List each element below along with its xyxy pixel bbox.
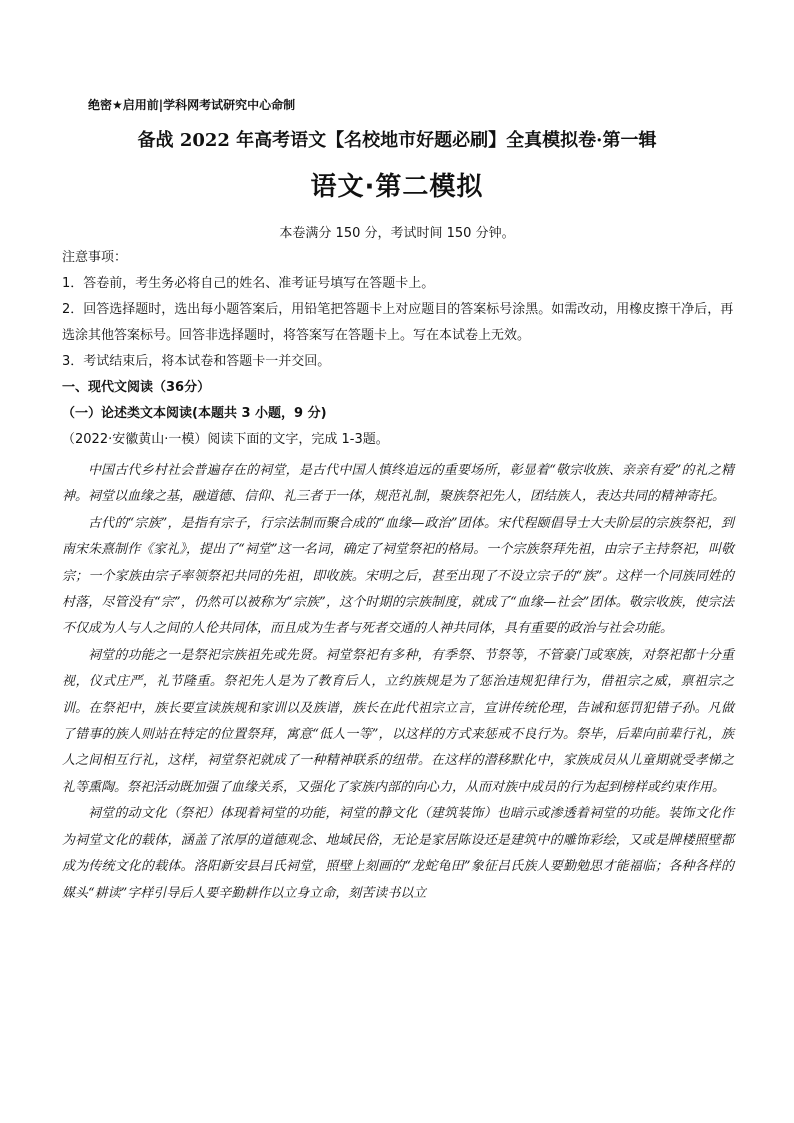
section-heading: 一、现代文阅读（36分） <box>62 380 211 395</box>
section-instruction: （2022·安徽黄山·一模）阅读下面的文字，完成 1-3题。 <box>62 432 389 447</box>
confidential-header: 绝密★启用前|学科网考试研究中心命制 <box>88 98 296 112</box>
exam-info: 本卷满分 150 分，考试时间 150 分钟。 <box>279 226 515 241</box>
passage-paragraph-3: 祠堂的功能之一是祭祀宗族祖先或先贤。祠堂祭祀有多种，有季祭、节祭等，不管豪门或寒族，对祭祀都十分重视，仪式庄严，礼节隆重。祭祀先人是为了教育后人，立约族规是为了惩治违规犯律行为，借祖宗之威，禀祖宗之训。在祭祀中，族长要宣读族规和家训以及族谱，族长在此代祖宗立言，宣讲传统伦理，告诫和惩罚犯错子孙。凡做了错事的族人则站在特定的位置祭拜，寓意“低人一等”，以这样的方式来惩戒不良行为。祭毕，后辈向前辈行礼，族人之间相互行礼，这样，祠堂祭祀就成了一种精神联系的纽带。在这样的潜移默化中，家族成员从儿童期就受孝悌之礼等熏陶。祭祀活动既加强了血缘关系，又强化了家族内部的向心力，从而对族中成员的行为起到榜样或约束作用。 <box>62 647 734 795</box>
notice-item-1: 1．答卷前，考生务必将自己的姓名、准考证号填写在答题卡上。 <box>62 276 435 291</box>
page-title: 语文·第二模拟 <box>310 172 484 202</box>
passage-paragraph-1: 中国古代乡村社会普遍存在的祠堂，是古代中国人慎终追远的重要场所，彰显着“敬宗收族、亲亲有爱”的礼之精神。祠堂以血缘之基，融道德、信仰、礼三者于一体，规范礼制，聚族祭祀先人，团结族人，表达共同的精神寄托。 <box>62 463 734 505</box>
notice-heading: 注意事项： <box>62 250 128 265</box>
reading-passage <box>62 458 734 907</box>
notice-item-3: 3．考试结束后，将本试卷和答题卡一并交回。 <box>62 354 331 369</box>
passage-paragraph-2: 古代的“宗族”，是指有宗子，行宗法制而聚合成的“血缘—政治”团体。宋代程颐倡导士大夫阶层的宗族祭祀，到南宋朱熹制作《家礼》，提出了“祠堂”这一名词，确定了祠堂祭祀的格局。一个宗族祭拜先祖，由宗子主持祭祀，叫敬宗；一个家族由宗子率领祭祀共同的先祖，即收族。宋明之后，甚至出现了不设立宗子的“族”。这样一个同族同姓的村落，尽管没有“宗”，仍然可以被称为“宗族”，这个时期的宗族制度，就成了“血缘—社会”团体。敬宗收族，使宗法不仅成为人与人之间的人伦共同体，而且成为生者与死者交通的人神共同体，具有重要的政治与社会功能。 <box>62 515 734 637</box>
notice-item-2: 2．回答选择题时，选出每小题答案后，用铅笔把答题卡上对应题目的答案标号涂黑。如需改动，用橡皮擦干净后，再选涂其他答案标号。回答非选择题时，将答案写在答题卡上。写在本试卷上无效。 <box>62 302 734 343</box>
series-title: 备战 2022 年高考语文【名校地市好题必刷】全真模拟卷·第一辑 <box>137 130 657 151</box>
notice-block <box>62 245 734 453</box>
passage-paragraph-4: 祠堂的动文化（祭祀）体现着祠堂的功能，祠堂的静文化（建筑装饰）也暗示或渗透着祠堂的功能。装饰文化作为祠堂文化的载体，涵盖了浓厚的道德观念、地域民俗，无论是家居陈设还是建筑中的雕饰彩绘，又或是牌楼照壁都成为传统文化的载体。洛阳新安县吕氏祠堂，照壁上刻画的“龙蛇龟田”象征吕氏族人要勤勉思才能福临；各种各样的媒头“耕读”字样引导后人要辛勤耕作以立身立命，刻苦读书以立 <box>62 806 734 901</box>
section-subheading: （一）论述类文本阅读(本题共 3 小题，9 分) <box>62 406 327 421</box>
